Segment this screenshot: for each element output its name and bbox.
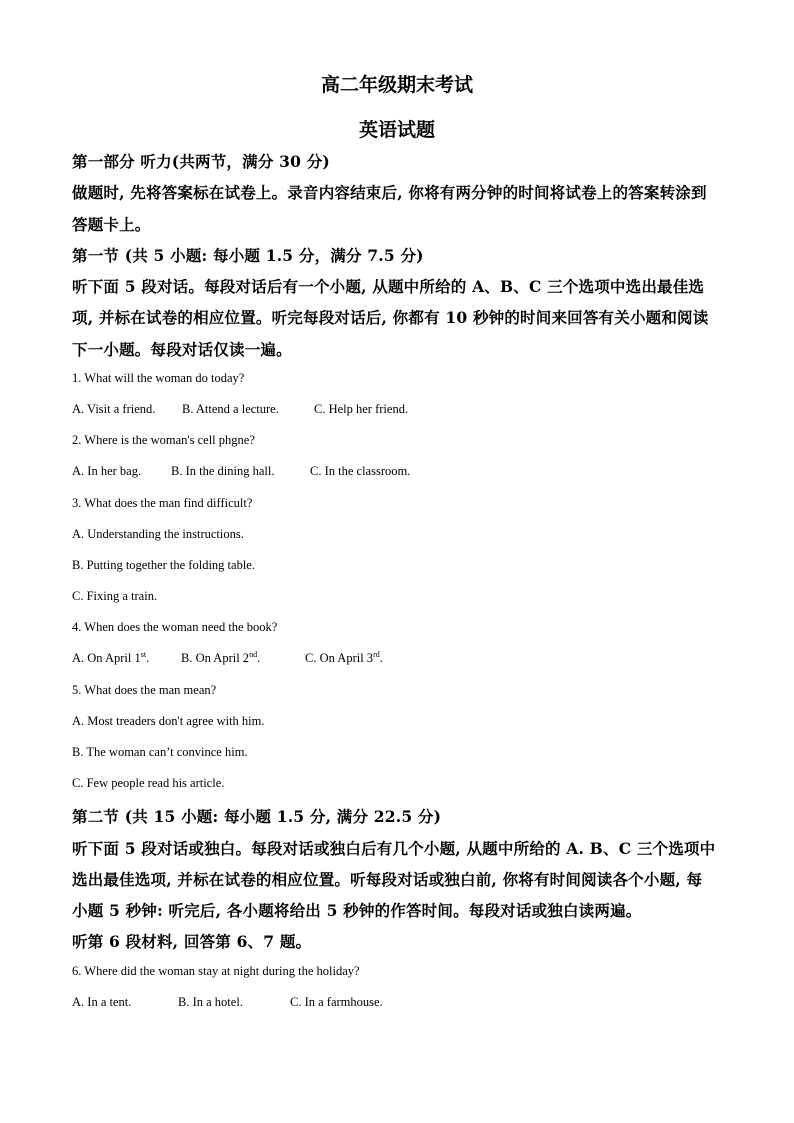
section1-heading: 第一节 (共 5 小题: 每小题 1.5 分，满分 7.5 分) [72,246,424,265]
option-c: C. In a farmhouse. [290,995,383,1009]
section1-instruction-line: 听下面 5 段对话。每段对话后有一个小题, 从题中所给的 A、B、C 三个选项中选出最佳选 [72,277,705,296]
option-c: C. In the classroom. [310,464,411,478]
part1-instruction-line: 做题时, 先将答案标在试卷上。录音内容结束后, 你将有两分钟的时间将试卷上的答案转涂到 [72,183,707,202]
part1-heading: 第一部分 听力(共两节，满分 30 分) [72,152,330,171]
option-c: C. Fixing a train. [72,589,158,603]
section1-instruction-line: 项, 并标在试卷的相应位置。听完每段对话后, 你都有 10 秒钟的时间来回答有关小题和阅读 [72,308,709,327]
section2-instruction-line: 选出最佳选项, 并标在试卷的相应位置。听每段对话或独白前, 你将有时间阅读各个小题, 每 [72,870,703,889]
option-a: A. In her bag. [72,464,142,478]
question-stem: 6. Where did the woman stay at night during the holiday? [72,964,360,978]
question-options [72,464,410,479]
option-a: A. Most treaders don't agree with him. [72,714,265,728]
option-a: A. In a tent. [72,995,132,1009]
question-stem: 3. What does the man find difficult? [72,496,253,510]
option-b: B. On April 2nd. [181,649,261,665]
option-a: A. Understanding the instructions. [72,527,244,541]
material-heading: 听第 6 段材料, 回答第 6、7 题。 [72,932,312,951]
option-c: C. On April 3rd. [305,649,383,665]
question-stem: 5. What does the man mean? [72,683,217,697]
question-stem: 1. What will the woman do today? [72,371,245,385]
section2-heading: 第二节 (共 15 小题: 每小题 1.5 分, 满分 22.5 分) [72,807,442,826]
option-c: C. Few people read his article. [72,776,225,790]
option-b: B. Attend a lecture. [182,402,279,416]
question-options [72,995,383,1010]
option-b: B. Putting together the folding table. [72,558,255,572]
question-options [72,402,408,417]
question-stem: 2. Where is the woman's cell phgne? [72,433,255,447]
option-b: B. The woman can’t convince him. [72,745,248,759]
question-stem: 4. When does the woman need the book? [72,620,278,634]
page-title: 高二年级期末考试 [320,74,473,96]
option-b: B. In the dining hall. [171,464,275,478]
section1-instruction-line: 下一小题。每段对话仅读一遍。 [72,340,292,359]
section2-instruction-line: 听下面 5 段对话或独白。每段对话或独白后有几个小题, 从题中所给的 A. B、C 三个选项中 [72,839,716,858]
page-subtitle: 英语试题 [358,119,435,141]
section2-instruction-line: 小题 5 秒钟: 听完后, 各小题将给出 5 秒钟的作答时间。每段对话或独白读两遍。 [72,901,642,920]
option-b: B. In a hotel. [178,995,243,1009]
option-a: A. Visit a friend. [72,402,156,416]
part1-instruction-line: 答题卡上。 [72,215,151,234]
option-a: A. On April 1st. [72,649,150,665]
option-c: C. Help her friend. [314,402,409,416]
question-options [72,651,383,666]
